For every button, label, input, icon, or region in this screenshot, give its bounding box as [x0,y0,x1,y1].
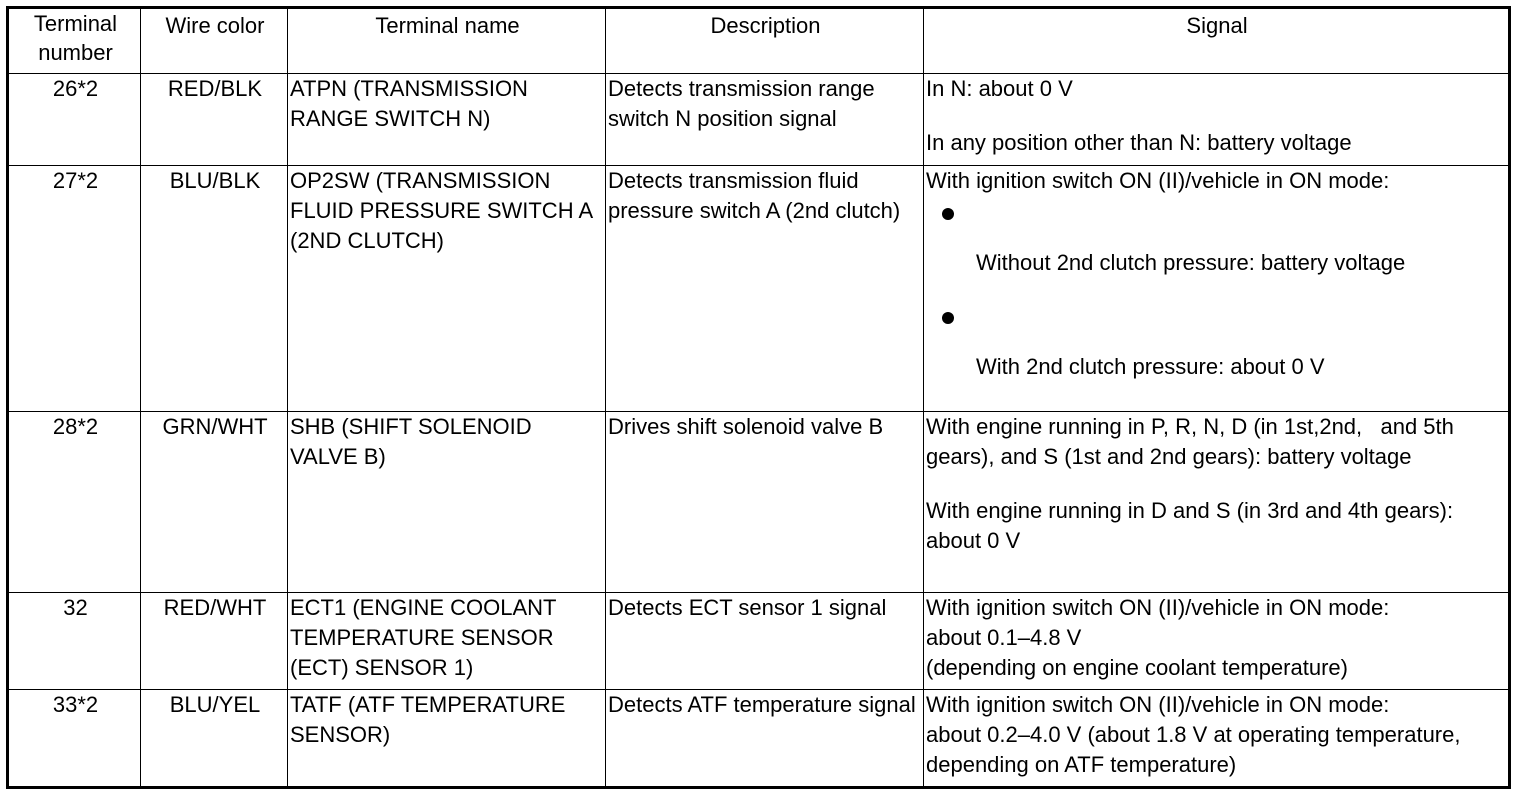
signal-bullet-text: With 2nd clutch pressure: about 0 V [976,354,1325,379]
signal-cell [924,74,1510,166]
pinout-table [6,6,1511,789]
signal-cell [924,690,1510,788]
table-row [8,593,1510,690]
signal-bullet-item [926,196,1508,275]
header-terminal-number [8,8,141,74]
signal-line: (depending on engine coolant temperature) [926,655,1348,680]
wire-color-cell: BLU/YEL [141,690,288,788]
terminal-name-cell: ECT1 (ENGINE COOLANT TEMPERATURE SENSOR (ECT) SENSOR 1) [288,593,606,690]
signal-line: about 0.2–4.0 V (about 1.8 V at operating temperature, depending on ATF temperature) [926,722,1461,777]
signal-bullet-item [926,300,1508,379]
wire-color-cell: RED/WHT [141,593,288,690]
header-terminal-name: Terminal name [288,8,606,74]
terminal-number-cell: 33*2 [8,690,141,788]
description-cell: Detects transmission range switch N position signal [606,74,924,166]
signal-bullet-text: Without 2nd clutch pressure: battery voltage [976,250,1406,275]
description-cell: Detects ATF temperature signal [606,690,924,788]
terminal-name-cell: TATF (ATF TEMPERATURE SENSOR) [288,690,606,788]
wire-color-cell: RED/BLK [141,74,288,166]
signal-line: With engine running in D and S (in 3rd and 4th gears): about 0 V [926,498,1454,553]
header-wire-color: Wire color [141,8,288,74]
header-row [8,8,1510,74]
signal-cell [924,412,1510,593]
signal-line: With engine running in P, R, N, D (in 1st,2nd, and 5th gears), and S (1st and 2nd gears): battery voltage [926,414,1461,469]
header-terminal-number-line1: Terminal [33,11,118,36]
description-cell: Detects ECT sensor 1 signal [606,593,924,690]
bullet-icon [942,312,954,324]
table-row [8,74,1510,166]
terminal-name-cell: SHB (SHIFT SOLENOID VALVE B) [288,412,606,593]
signal-cell [924,166,1510,412]
signal-line: about 0.1–4.8 V [926,625,1082,650]
terminal-name-cell: OP2SW (TRANSMISSION FLUID PRESSURE SWITCH A (2ND CLUTCH) [288,166,606,412]
signal-line: With ignition switch ON (II)/vehicle in ON mode: [926,595,1390,620]
table-row [8,690,1510,788]
signal-cell [924,593,1510,690]
header-terminal-number-line2: number [38,40,113,65]
table-row [8,166,1510,412]
terminal-number-cell: 26*2 [8,74,141,166]
description-cell: Drives shift solenoid valve B [606,412,924,593]
header-description: Description [606,8,924,74]
bullet-icon [942,208,954,220]
signal-line: In N: about 0 V [926,76,1073,101]
header-signal: Signal [924,8,1510,74]
table-row [8,412,1510,593]
signal-intro: With ignition switch ON (II)/vehicle in ON mode: [926,168,1390,193]
signal-line: In any position other than N: battery voltage [926,130,1352,155]
wire-color-cell: GRN/WHT [141,412,288,593]
terminal-number-cell: 27*2 [8,166,141,412]
terminal-number-cell: 28*2 [8,412,141,593]
wire-color-cell: BLU/BLK [141,166,288,412]
terminal-number-cell: 32 [8,593,141,690]
terminal-name-cell: ATPN (TRANSMISSION RANGE SWITCH N) [288,74,606,166]
signal-line: With ignition switch ON (II)/vehicle in ON mode: [926,692,1390,717]
description-cell: Detects transmission fluid pressure switch A (2nd clutch) [606,166,924,412]
